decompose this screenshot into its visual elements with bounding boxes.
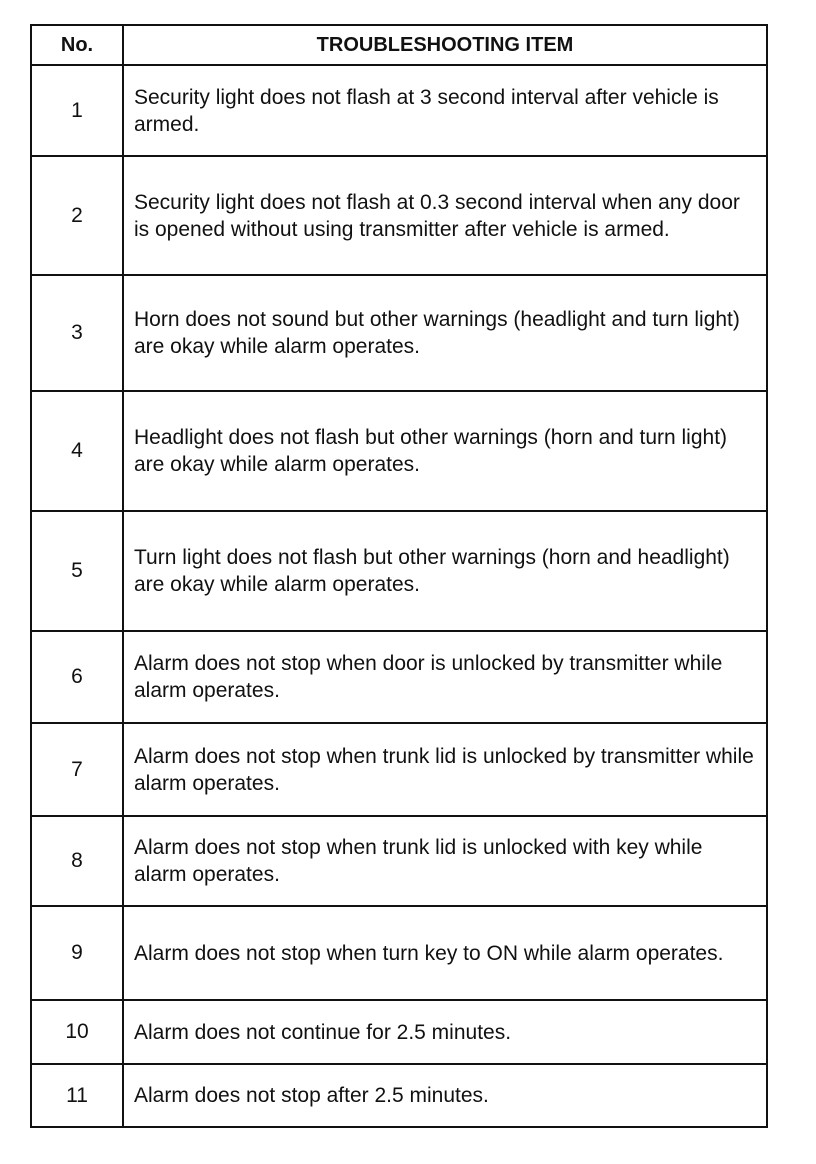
table-row	[31, 1064, 767, 1127]
troubleshooting-item-text: Security light does not flash at 0.3 second interval when any door is opened without using transmitter after vehicle is armed.	[123, 156, 767, 275]
row-number: 3	[31, 275, 123, 391]
table-row	[31, 723, 767, 816]
table-header-row	[31, 25, 767, 65]
table-row	[31, 816, 767, 906]
row-number: 9	[31, 906, 123, 1000]
troubleshooting-item-text: Alarm does not stop when door is unlocked by transmitter while alarm operates.	[123, 631, 767, 723]
table-row	[31, 1000, 767, 1064]
table-row	[31, 156, 767, 275]
troubleshooting-item-text: Turn light does not flash but other warnings (horn and headlight) are okay while alarm operates.	[123, 511, 767, 631]
row-number: 8	[31, 816, 123, 906]
troubleshooting-item-text: Horn does not sound but other warnings (headlight and turn light) are okay while alarm operates.	[123, 275, 767, 391]
row-number: 2	[31, 156, 123, 275]
row-number: 7	[31, 723, 123, 816]
table-row	[31, 631, 767, 723]
table-row	[31, 65, 767, 156]
table-row	[31, 511, 767, 631]
troubleshooting-item-text: Security light does not flash at 3 second interval after vehicle is armed.	[123, 65, 767, 156]
troubleshooting-item-text: Alarm does not stop when trunk lid is unlocked by transmitter while alarm operates.	[123, 723, 767, 816]
column-header-no: No.	[31, 25, 123, 65]
row-number: 5	[31, 511, 123, 631]
row-number: 4	[31, 391, 123, 511]
row-number: 1	[31, 65, 123, 156]
row-number: 10	[31, 1000, 123, 1064]
troubleshooting-item-text: Alarm does not stop when turn key to ON while alarm operates.	[123, 906, 767, 1000]
table-row	[31, 275, 767, 391]
row-number: 11	[31, 1064, 123, 1127]
table-row	[31, 906, 767, 1000]
troubleshooting-item-text: Alarm does not stop after 2.5 minutes.	[123, 1064, 767, 1127]
table-row	[31, 391, 767, 511]
troubleshooting-table	[30, 24, 768, 1128]
row-number: 6	[31, 631, 123, 723]
troubleshooting-item-text: Alarm does not stop when trunk lid is unlocked with key while alarm operates.	[123, 816, 767, 906]
column-header-troubleshooting-item: TROUBLESHOOTING ITEM	[123, 25, 767, 65]
troubleshooting-item-text: Alarm does not continue for 2.5 minutes.	[123, 1000, 767, 1064]
troubleshooting-item-text: Headlight does not flash but other warnings (horn and turn light) are okay while alarm operates.	[123, 391, 767, 511]
